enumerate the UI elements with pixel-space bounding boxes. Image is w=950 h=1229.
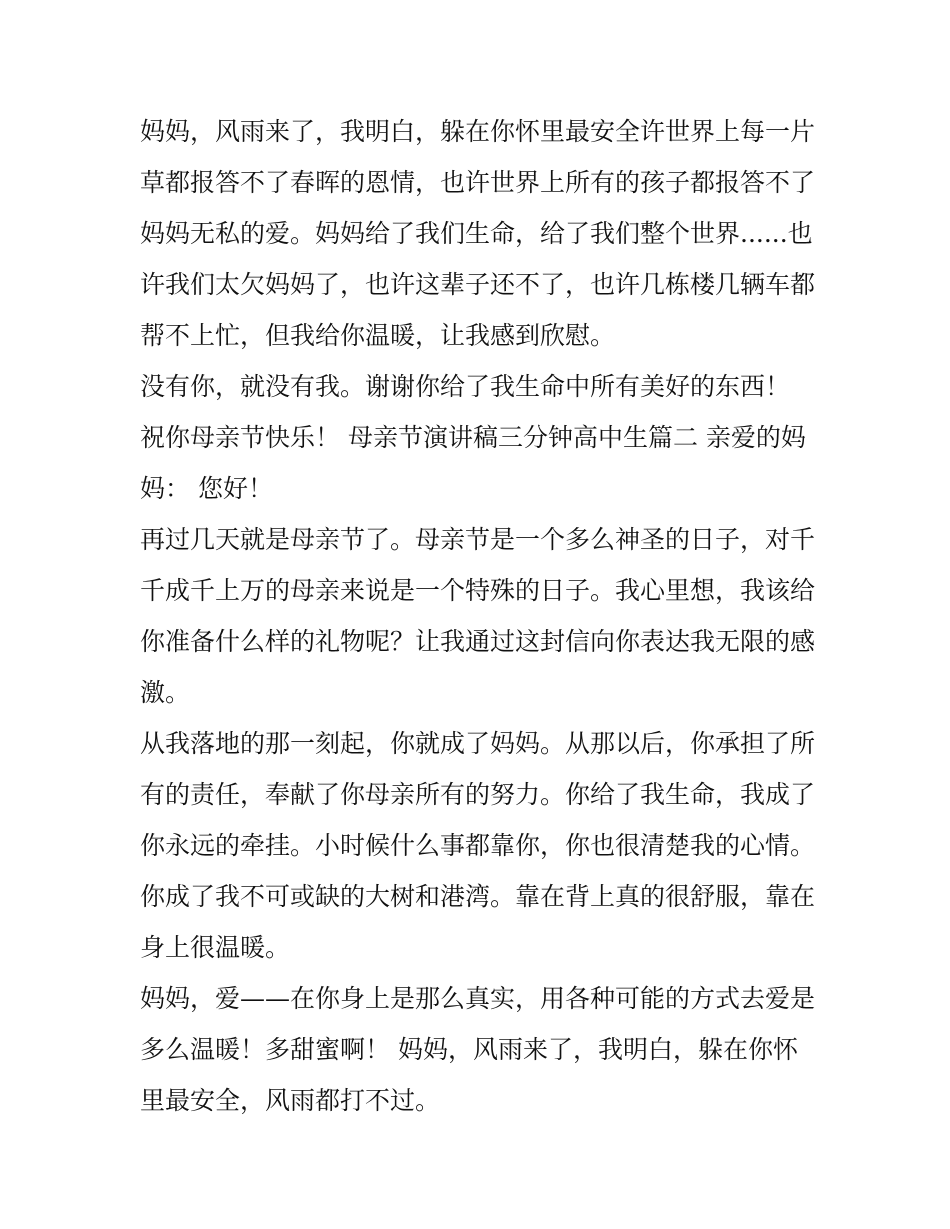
paragraph-3: 祝你母亲节快乐！ 母亲节演讲稿三分钟高中生篇二 亲爱的妈妈： 您好！: [140, 423, 806, 503]
document-body: [140, 106, 820, 1126]
paragraph-1: 妈妈，风雨来了，我明白，躲在你怀里最安全许世界上每一片草都报答不了春晖的恩情，也许世界上所有的孩子都报答不了妈妈无私的爱。妈妈给了我们生命，给了我们整个世界......也许我们太欠妈妈了，也许这辈子还不了，也许几栋楼几辆车都帮不上忙，但我给你温暖，让我感到欣慰。: [140, 117, 816, 350]
paragraph-2: 没有你，就没有我。谢谢你给了我生命中所有美好的东西！: [140, 372, 791, 401]
paragraph-6: 妈妈，爱——在你身上是那么真实，用各种可能的方式去爱是多么温暖！多甜蜜啊！ 妈妈，风雨来了，我明白，躲在你怀里最安全，风雨都打不过。: [140, 984, 816, 1115]
paragraph-4: 再过几天就是母亲节了。母亲节是一个多么神圣的日子，对千千成千上万的母亲来说是一个特殊的日子。我心里想，我该给你准备什么样的礼物呢？让我通过这封信向你表达我无限的感激。: [140, 525, 816, 707]
paragraph-5: 从我落地的那一刻起，你就成了妈妈。从那以后，你承担了所有的责任，奉献了你母亲所有的努力。你给了我生命，我成了你永远的牵挂。小时候什么事都靠你，你也很清楚我的心情。你成了我不可或缺的大树和港湾。靠在背上真的很舒服，靠在身上很温暖。: [140, 729, 816, 962]
